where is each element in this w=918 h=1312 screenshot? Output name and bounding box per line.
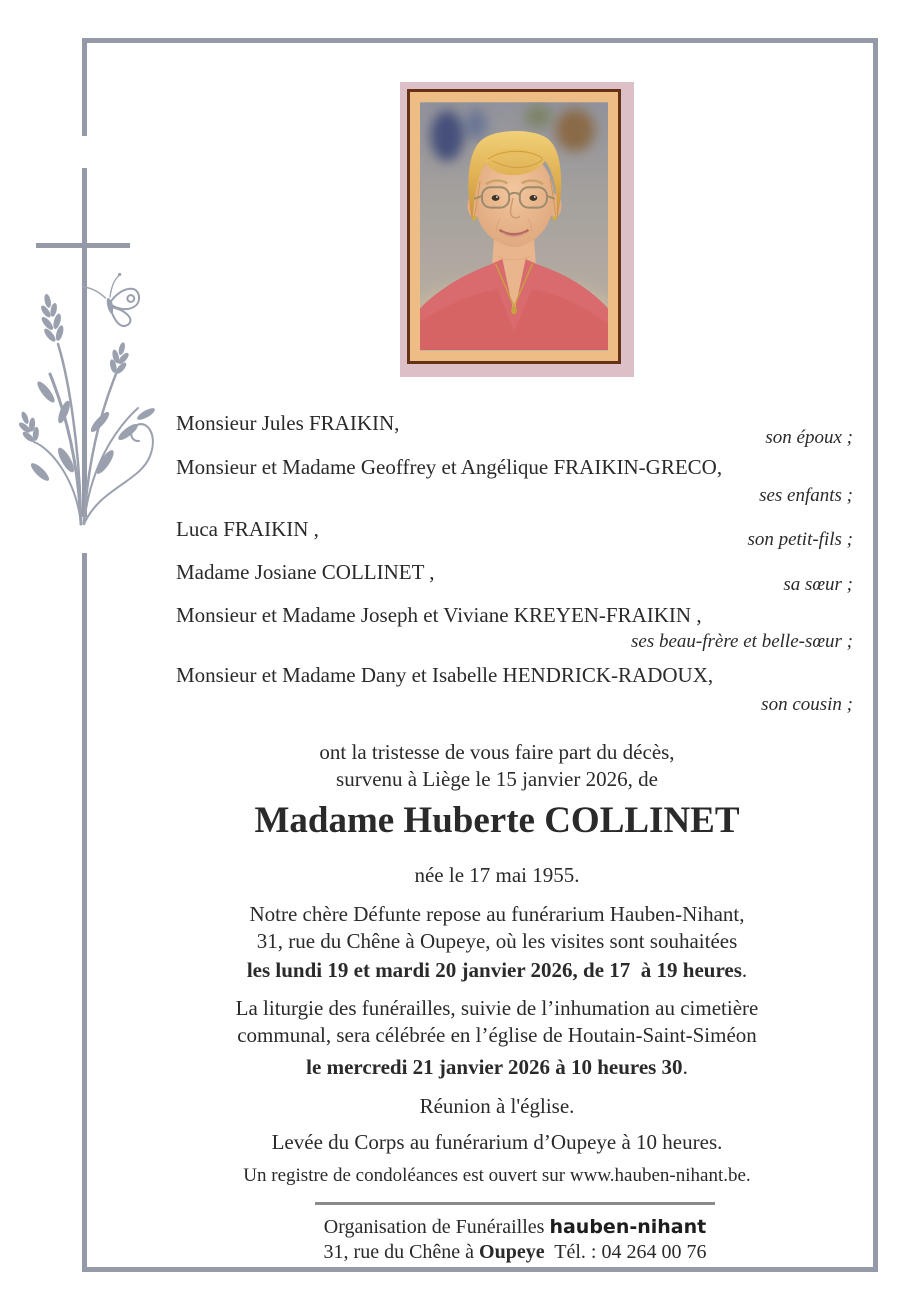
visitation-line1: Notre chère Défunte repose au funérarium Hauben-Nihant, [249, 902, 745, 926]
visitation-schedule-end: . [741, 958, 748, 982]
ceremony-datetime [140, 1055, 854, 1079]
frame-bottom-border [82, 1267, 878, 1272]
reunion-line: Réunion à l'église. [419, 1094, 575, 1118]
family-relation: ses enfants ; [759, 485, 853, 506]
family-name: Monsieur Jules FRAIKIN, [176, 411, 400, 435]
portrait-photo [420, 102, 608, 351]
family-name: Madame Josiane COLLINET , [176, 560, 435, 584]
frame-top-border [82, 38, 878, 43]
family-name: Monsieur et Madame Geoffrey et Angélique FRAIKIN-GRECO, [176, 455, 723, 479]
family-relation: ses beau-frère et belle-sœur ; [631, 631, 853, 652]
deceased-name: Madame Huberte COLLINET [254, 800, 740, 841]
portrait-photo-frame [400, 82, 634, 377]
levee-line: Levée du Corps au funérarium d’Oupeye à 10 heures. [271, 1130, 723, 1154]
footer-organisation [140, 1216, 890, 1238]
family-name: Monsieur et Madame Joseph et Viviane KREYEN-FRAIKIN , [176, 603, 702, 627]
ceremony-datetime-end: . [682, 1055, 688, 1079]
footer-separator [315, 1202, 715, 1205]
ceremony-line2: communal, sera célébrée en l’église de Houtain-Saint-Siméon [237, 1023, 757, 1047]
birth-line: née le 17 mai 1955. [414, 863, 580, 887]
ceremony-datetime-bold: le mercredi 21 janvier 2026 à 10 heures 30 [306, 1055, 683, 1079]
frame-left-border-lower [82, 553, 87, 1267]
footer-org-prefix: Organisation de Funérailles [323, 1216, 550, 1238]
family-name: Luca FRAIKIN , [176, 517, 319, 541]
frame-left-border-upper [82, 38, 87, 136]
frame-right-border [873, 38, 878, 1272]
visitation-schedule [140, 958, 854, 982]
wheat-butterfly-decoration-icon [8, 256, 168, 526]
family-relation: son petit-fils ; [747, 529, 853, 550]
announcement-intro-line2: survenu à Liège le 15 janvier 2026, de [336, 767, 658, 791]
cross-icon [36, 243, 130, 248]
visitation-schedule-bold: les lundi 19 et mardi 20 janvier 2026, de 17 à 19 heures [246, 958, 742, 982]
portrait-photo-mat [410, 92, 618, 361]
family-name: Monsieur et Madame Dany et Isabelle HENDRICK-RADOUX, [176, 663, 714, 687]
footer-address-prefix: 31, rue du Chêne à [323, 1241, 480, 1263]
footer-address [140, 1241, 890, 1263]
hauben-nihant-logo: hauben-nihant [549, 1216, 707, 1238]
family-relation: sa sœur ; [783, 574, 853, 595]
footer-address-city: Oupeye [479, 1241, 545, 1263]
family-relation: son cousin ; [761, 694, 853, 715]
ceremony-line1: La liturgie des funérailles, suivie de l’inhumation au cimetière [235, 996, 759, 1020]
announcement-intro-line1: ont la tristesse de vous faire part du décès, [319, 740, 675, 764]
family-relation: son époux ; [765, 427, 853, 448]
condolences-line: Un registre de condoléances est ouvert sur www.hauben-nihant.be. [243, 1165, 751, 1186]
visitation-line2: 31, rue du Chêne à Oupeye, où les visites sont souhaitées [256, 929, 738, 953]
footer-address-tel: Tél. : 04 264 00 76 [544, 1241, 707, 1263]
portrait-photo-frame-inner [407, 89, 621, 364]
